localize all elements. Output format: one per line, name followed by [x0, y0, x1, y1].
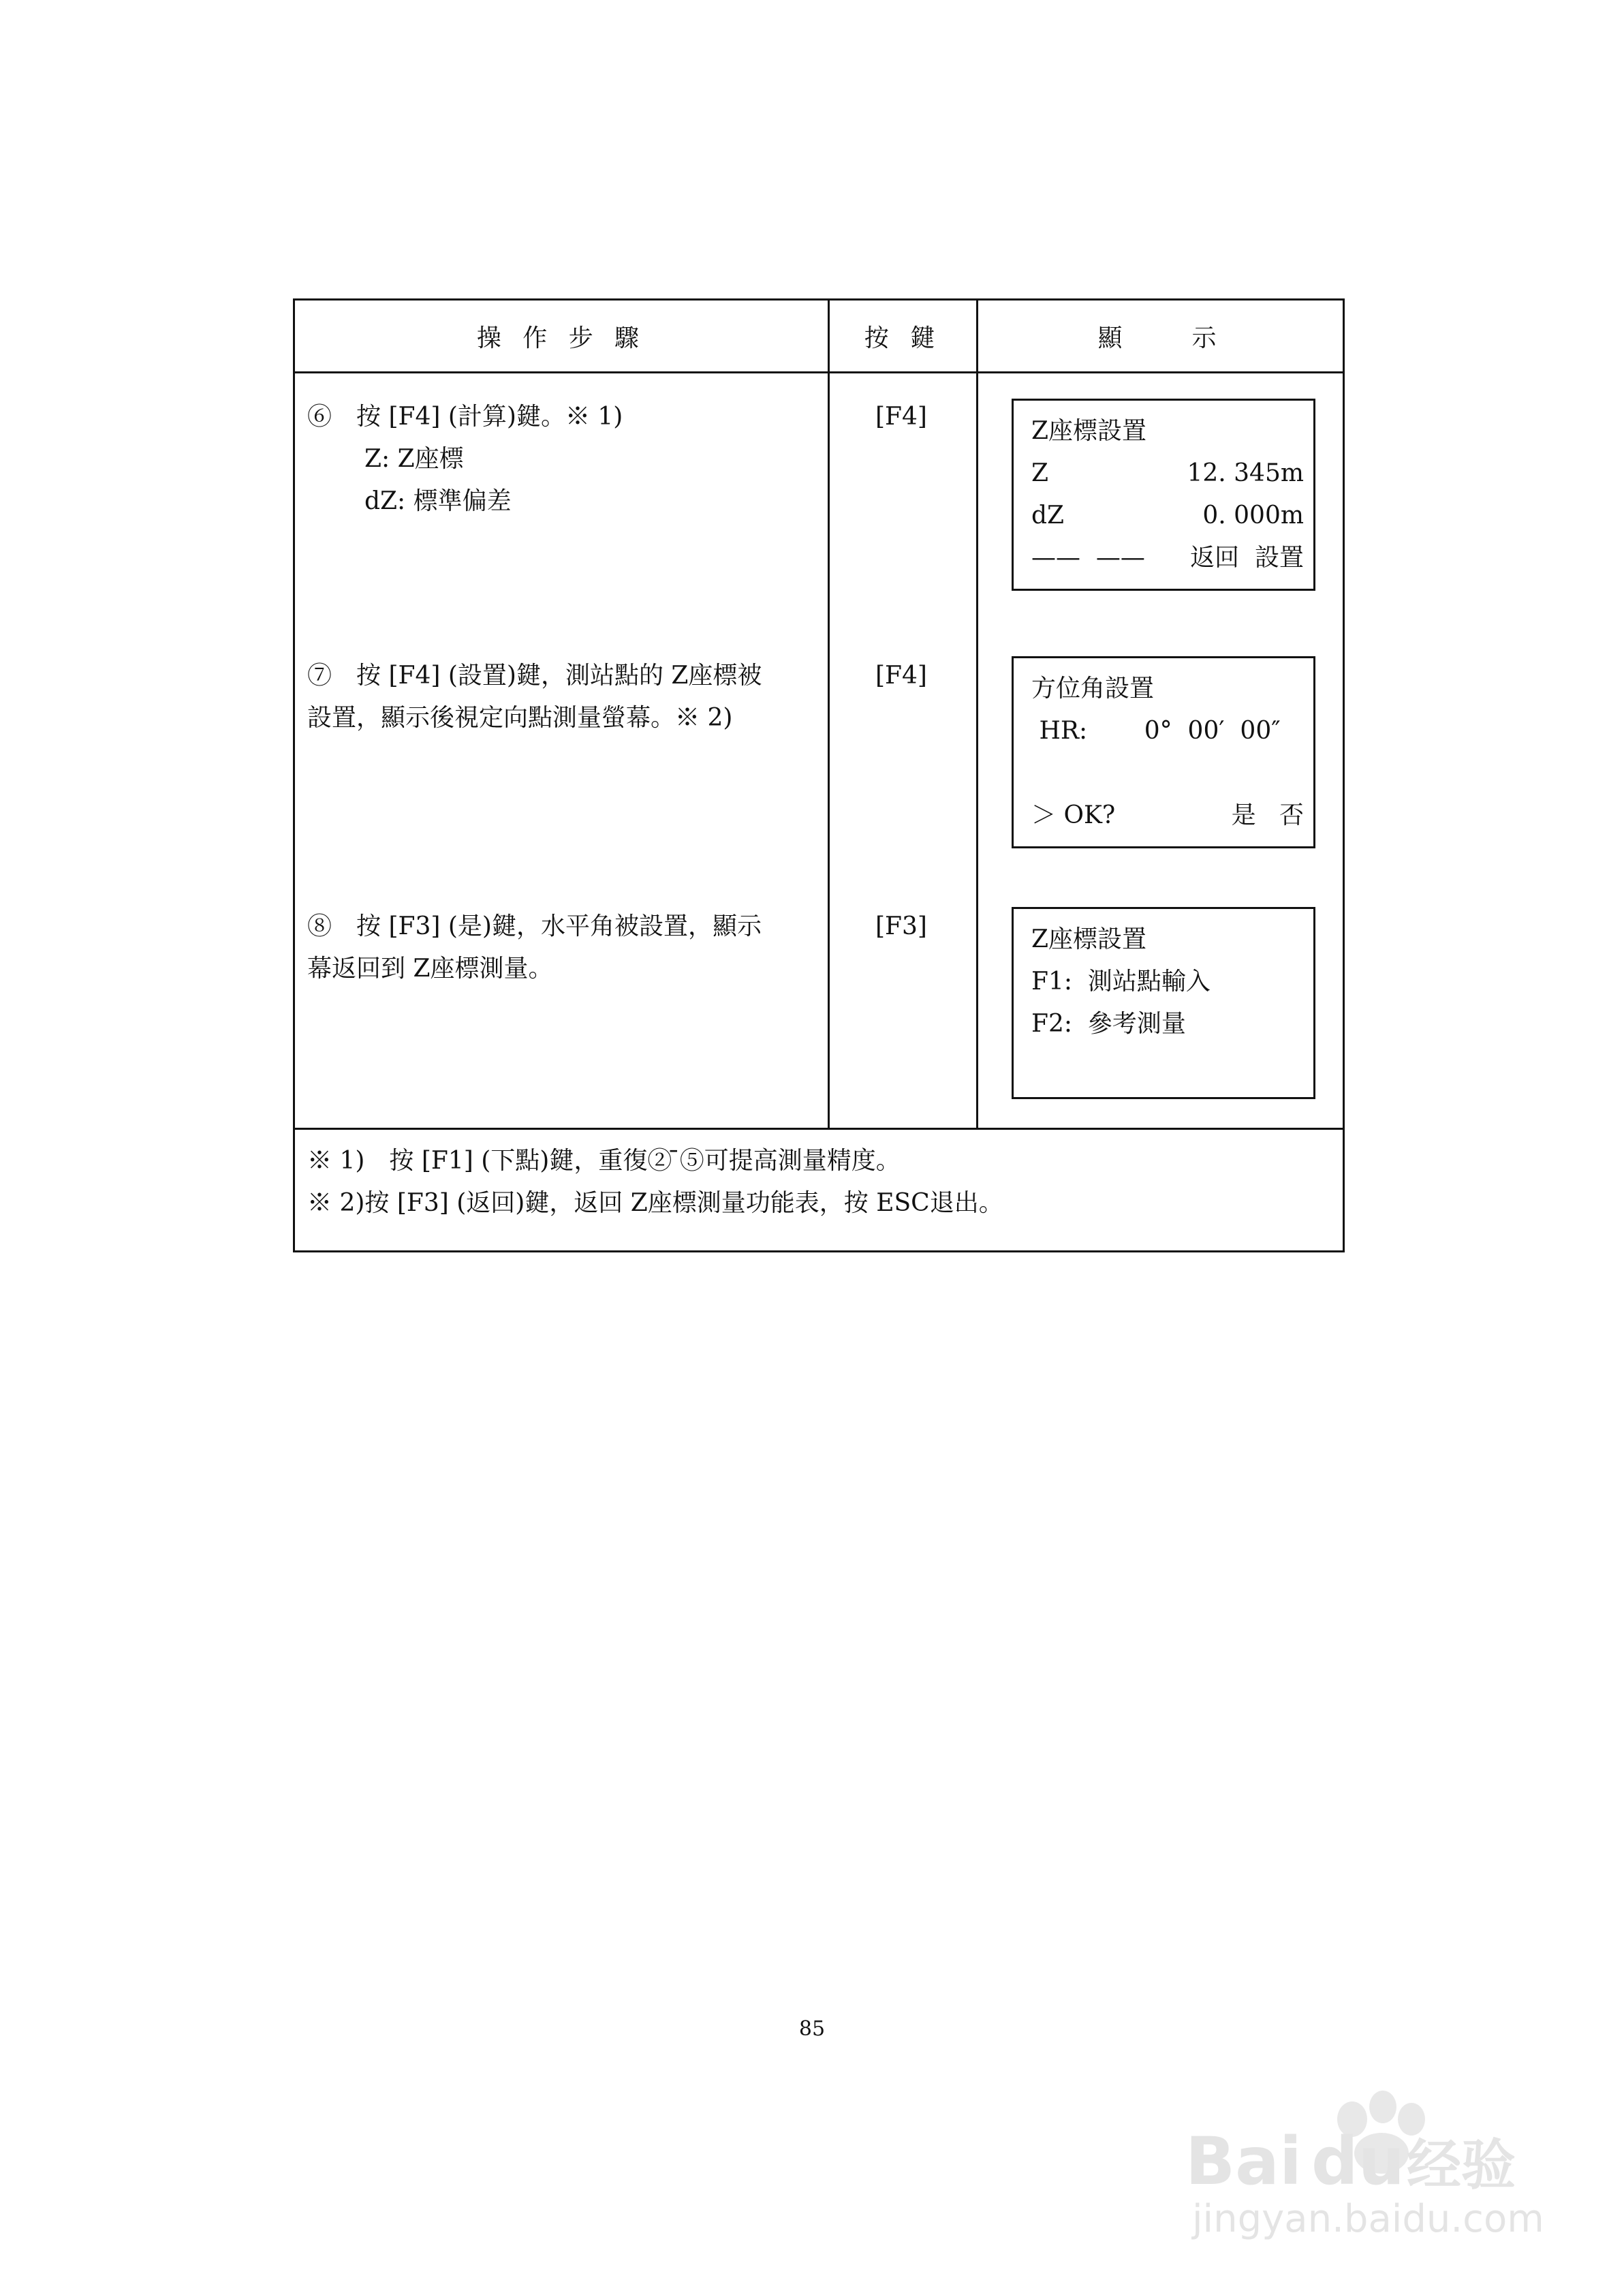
step-line: dZ: 標準偏差 — [364, 487, 512, 515]
footnote-1: ※ 1) 按 [F1] (下點)鍵，重復② ̄⑤可提高測量精度。 — [307, 1147, 901, 1175]
step-line: ⑦ 按 [F4] (設置)鍵，測站點的 Z座標被 — [307, 662, 762, 690]
screen-line: dZ 0. 000m — [1031, 502, 1304, 529]
watermark-url: jingyan.baidu.com — [1192, 2197, 1544, 2241]
screen-title: Z座標設置 — [1031, 417, 1147, 445]
screen-line — [1031, 752, 1304, 795]
screen-title: Z座標設置 — [1031, 925, 1147, 953]
footnote-2: ※ 2)按 [F3] (返回)鍵，返回 Z座標測量功能表，按 ESC退出。 — [307, 1189, 1003, 1217]
screen-softkeys: ＞ OK? 是 否 — [1031, 801, 1304, 829]
screen-line: F1: 測站點輸入 — [1031, 968, 1211, 996]
page-number: 85 — [798, 2017, 826, 2041]
screen-title: 方位角設置 — [1031, 675, 1155, 703]
step-line: Z: Z座標 — [364, 445, 464, 473]
screen-line: HR: 0° 00′ 00″ — [1031, 717, 1304, 745]
key-label: [F4] — [875, 403, 927, 431]
watermark-brand-du: du — [1311, 2123, 1405, 2200]
step-line: 幕返回到 Z座標測量。 — [307, 955, 553, 983]
watermark-cn: 经验 — [1407, 2134, 1516, 2197]
procedure-table — [293, 298, 1345, 1252]
baidu-jingyan-watermark — [1172, 2071, 1553, 2249]
step-8 — [307, 906, 825, 990]
step-line: 設置，顯示後視定向點測量螢幕。※ 2) — [307, 704, 733, 732]
display-screen — [1012, 907, 1315, 1099]
key-label: [F4] — [875, 662, 927, 690]
step-line: ⑧ 按 [F3] (是)鍵，水平角被設置，顯示 — [307, 912, 762, 940]
header-steps: 操 作 步 驟 — [476, 324, 646, 352]
screen-line: Z 12. 345m — [1031, 459, 1304, 487]
notes-divider — [295, 1128, 1343, 1130]
header-display: 顯 示 — [1097, 324, 1223, 352]
step-7 — [307, 655, 825, 739]
screen-softkeys: —— —— 返回 設置 — [1031, 544, 1304, 572]
watermark-brand: Bai — [1185, 2123, 1302, 2200]
display-screen — [1012, 399, 1315, 591]
display-screen — [1012, 656, 1315, 848]
key-label: [F3] — [875, 912, 927, 940]
header-keys: 按 鍵 — [864, 324, 942, 352]
step-6 — [307, 396, 825, 523]
screen-line: F2: 參考測量 — [1031, 1010, 1186, 1038]
header-divider — [295, 371, 1343, 373]
column-divider — [976, 301, 978, 1130]
step-line: ⑥ 按 [F4] (計算)鍵。※ 1) — [307, 403, 623, 431]
